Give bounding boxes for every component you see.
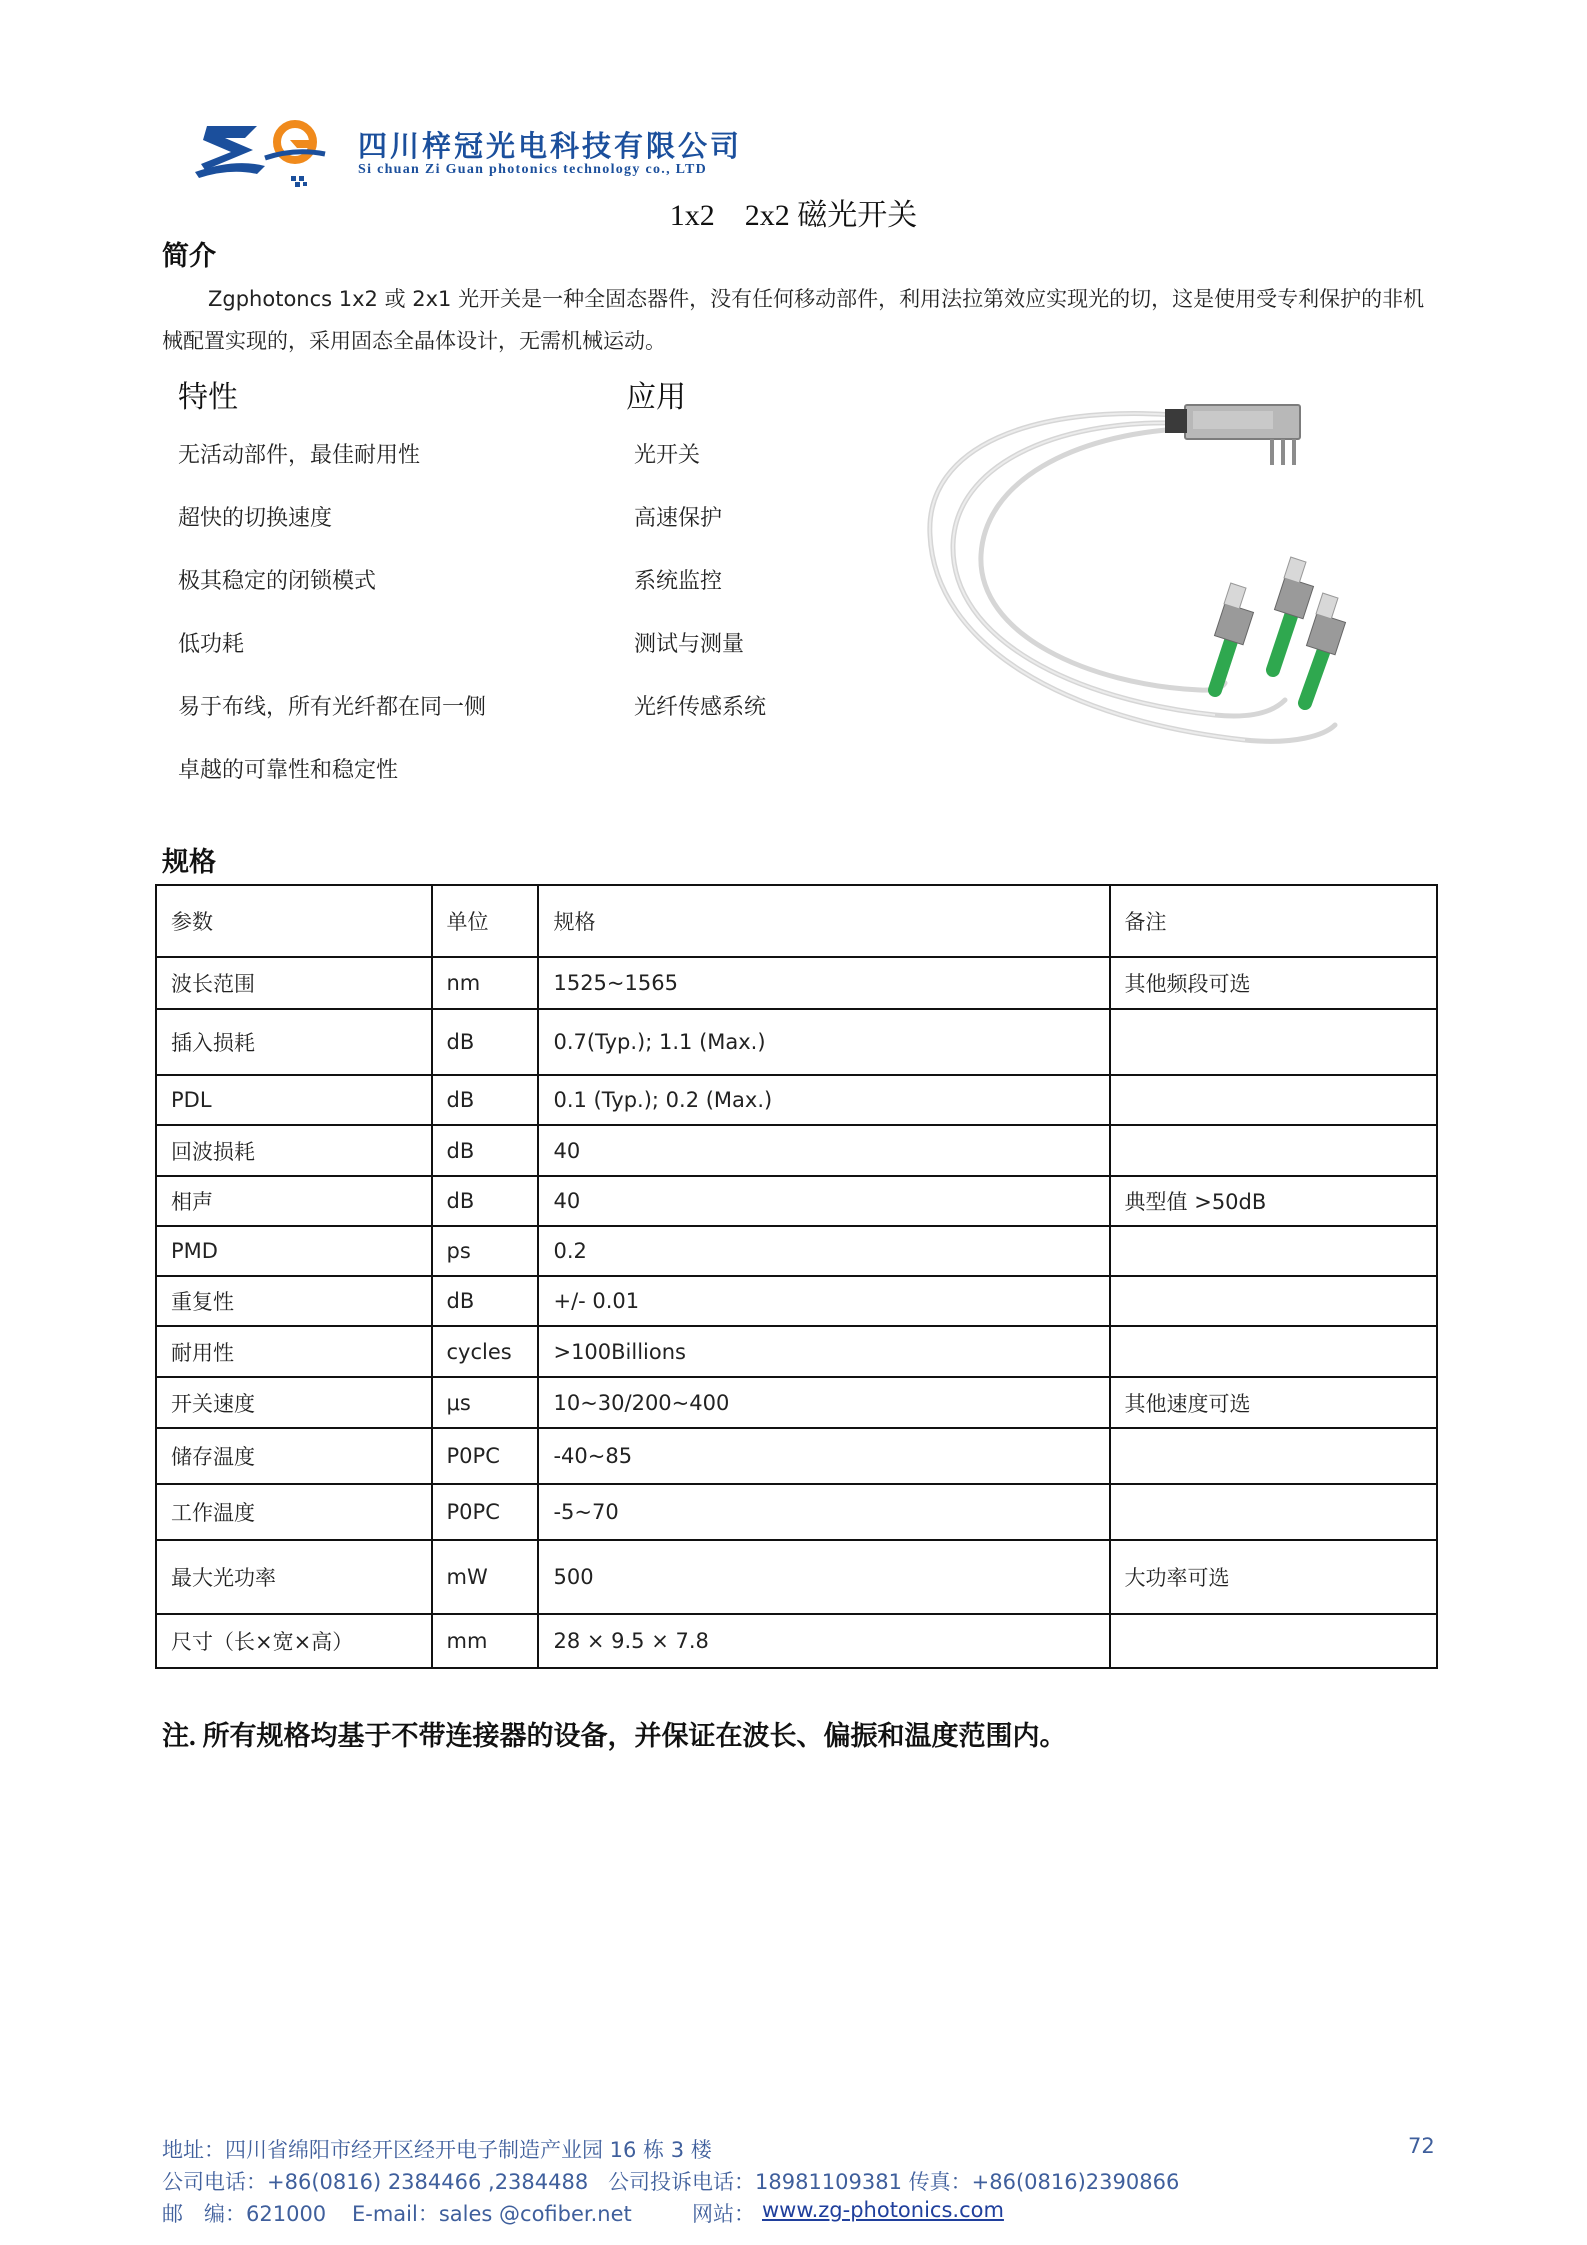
table-cell: 0.7(Typ.); 1.1 (Max.): [538, 1009, 1109, 1075]
table-cell: 40: [538, 1125, 1109, 1176]
table-cell: dB: [432, 1276, 539, 1326]
table-cell: 28 × 9.5 × 7.8: [538, 1614, 1109, 1668]
table-cell: nm: [432, 957, 539, 1009]
feature-item: 无活动部件，最佳耐用性: [178, 443, 421, 468]
table-row: [156, 1428, 1437, 1484]
table-cell: 插入损耗: [156, 1009, 432, 1075]
footer-website-label: 网站：: [692, 2202, 755, 2226]
application-item: 系统监控: [634, 569, 723, 594]
table-cell: -40~85: [538, 1428, 1109, 1484]
table-cell: dB: [432, 1009, 539, 1075]
table-cell: 40: [538, 1176, 1109, 1226]
table-cell: >100Billions: [538, 1326, 1109, 1377]
table-cell: [1110, 1428, 1437, 1484]
table-cell: 重复性: [156, 1276, 432, 1326]
table-cell: [1110, 1125, 1437, 1176]
table-cell: [1110, 1484, 1437, 1540]
table-cell: 相声: [156, 1176, 432, 1226]
table-cell: +/- 0.01: [538, 1276, 1109, 1326]
table-cell: 1525~1565: [538, 957, 1109, 1009]
column-header: 规格: [538, 885, 1109, 957]
table-row: [156, 1075, 1437, 1125]
table-row: [156, 1614, 1437, 1668]
table-cell: 0.2: [538, 1226, 1109, 1276]
table-row: [156, 1276, 1437, 1326]
table-cell: P0PC: [432, 1428, 539, 1484]
table-cell: cycles: [432, 1326, 539, 1377]
table-cell: 耐用性: [156, 1326, 432, 1377]
table-row: [156, 1125, 1437, 1176]
table-row: [156, 1484, 1437, 1540]
table-cell: ps: [432, 1226, 539, 1276]
table-header-row: [156, 885, 1437, 957]
application-item: 光纤传感系统: [634, 695, 767, 720]
company-name-cn: 四川梓冠光电科技有限公司: [358, 129, 743, 163]
table-row: [156, 1377, 1437, 1428]
intro-paragraph: Zgphotoncs 1x2 或 2x1 光开关是一种全固态器件，没有任何移动部件，利用法拉第效应实现光的切，这是使用受专利保护的非机械配置实现的，采用固态全晶体设计，无需机械运动。: [162, 287, 1425, 353]
table-cell: μs: [432, 1377, 539, 1428]
footer-complaint-fax: 公司投诉电话：18981109381 传真：+86(0816)2390866: [608, 2170, 1180, 2194]
features-heading: 特性: [178, 380, 238, 415]
table-cell: 典型值 >50dB: [1110, 1176, 1437, 1226]
table-cell: mm: [432, 1614, 539, 1668]
feature-item: 极其稳定的闭锁模式: [178, 569, 377, 594]
table-cell: dB: [432, 1075, 539, 1125]
table-cell: PMD: [156, 1226, 432, 1276]
applications-heading: 应用: [626, 380, 686, 415]
table-cell: [1110, 1614, 1437, 1668]
website-link[interactable]: www.zg-photonics.com: [762, 2198, 1004, 2222]
table-row: [156, 957, 1437, 1009]
table-cell: [1110, 1276, 1437, 1326]
product-photo: [915, 385, 1370, 760]
table-cell: [1110, 1226, 1437, 1276]
table-cell: 其他频段可选: [1110, 957, 1437, 1009]
table-cell: -5~70: [538, 1484, 1109, 1540]
spec-heading: 规格: [162, 847, 216, 878]
page-number: 72: [1408, 2134, 1435, 2158]
feature-item: 卓越的可靠性和稳定性: [178, 758, 399, 783]
column-header: 单位: [432, 885, 539, 957]
application-item: 光开关: [634, 443, 701, 468]
table-cell: 最大光功率: [156, 1540, 432, 1614]
table-row: [156, 1176, 1437, 1226]
table-row: [156, 1009, 1437, 1075]
spec-note: 注. 所有规格均基于不带连接器的设备，并保证在波长、偏振和温度范围内。: [162, 1721, 1067, 1751]
table-cell: 其他速度可选: [1110, 1377, 1437, 1428]
table-cell: 500: [538, 1540, 1109, 1614]
company-name-en: Si chuan Zi Guan photonics technology co., LTD: [358, 162, 708, 177]
intro-heading: 简介: [162, 241, 216, 272]
feature-item: 低功耗: [178, 632, 245, 657]
table-cell: dB: [432, 1176, 539, 1226]
table-cell: [1110, 1326, 1437, 1377]
table-cell: [1110, 1009, 1437, 1075]
table-cell: 10~30/200~400: [538, 1377, 1109, 1428]
table-cell: 储存温度: [156, 1428, 432, 1484]
table-cell: 工作温度: [156, 1484, 432, 1540]
feature-item: 易于布线，所有光纤都在同一侧: [178, 695, 487, 720]
document-title: 1x2 2x2 磁光开关: [669, 199, 918, 232]
application-item: 高速保护: [634, 506, 723, 531]
table-cell: mW: [432, 1540, 539, 1614]
table-cell: P0PC: [432, 1484, 539, 1540]
table-cell: [1110, 1075, 1437, 1125]
table-cell: 0.1 (Typ.); 0.2 (Max.): [538, 1075, 1109, 1125]
footer-address: 地址：四川省绵阳市经开区经开电子制造产业园 16 栋 3 楼: [162, 2138, 712, 2162]
table-cell: 回波损耗: [156, 1125, 432, 1176]
table-cell: 开关速度: [156, 1377, 432, 1428]
table-row: [156, 1326, 1437, 1377]
spec-table: [155, 884, 1438, 1669]
column-header: 参数: [156, 885, 432, 957]
column-header: 备注: [1110, 885, 1437, 957]
footer-phone: 公司电话：+86(0816) 2384466 ,2384488: [162, 2170, 589, 2194]
footer-postcode: 邮 编：621000: [162, 2202, 327, 2226]
footer-email: E-mail：sales @cofiber.net: [352, 2202, 632, 2226]
application-item: 测试与测量: [634, 632, 745, 657]
table-cell: dB: [432, 1125, 539, 1176]
table-row: [156, 1226, 1437, 1276]
table-row: [156, 1540, 1437, 1614]
table-cell: PDL: [156, 1075, 432, 1125]
table-cell: 波长范围: [156, 957, 432, 1009]
table-cell: 大功率可选: [1110, 1540, 1437, 1614]
table-cell: 尺寸（长×宽×高）: [156, 1614, 432, 1668]
company-logo: [195, 118, 345, 190]
feature-item: 超快的切换速度: [178, 506, 333, 531]
